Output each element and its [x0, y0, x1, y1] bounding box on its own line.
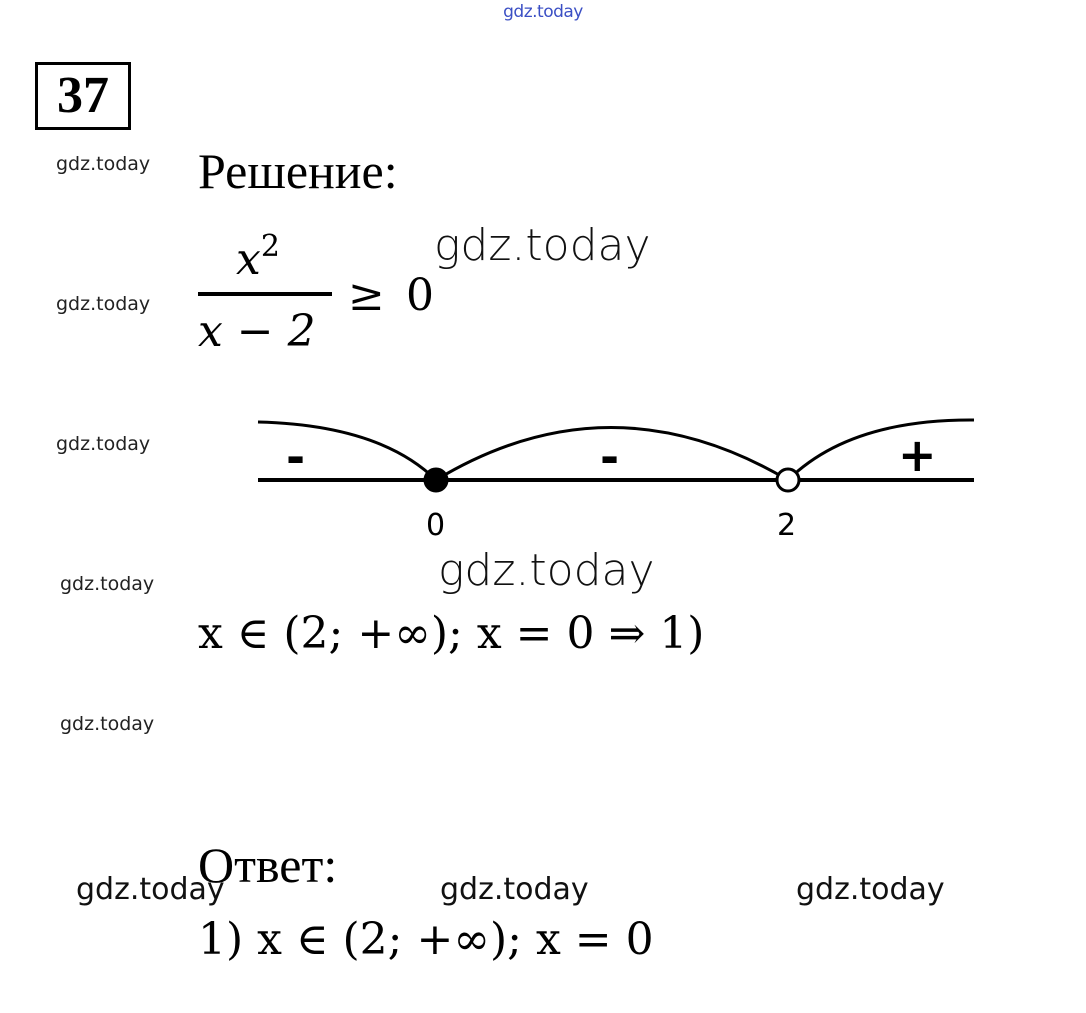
sign-arc	[788, 420, 974, 480]
watermark-bottom: gdz.today	[440, 872, 589, 907]
watermark-center: gdz.today	[434, 220, 651, 271]
interval-sign: +	[898, 428, 937, 482]
watermark-side: gdz.today	[60, 573, 155, 595]
numerator-power: 2	[260, 229, 280, 264]
watermark-bottom: gdz.today	[76, 872, 225, 907]
solution-heading: Решение:	[198, 143, 398, 199]
inequality	[196, 218, 456, 358]
interval-sign: -	[286, 430, 306, 484]
rhs: 0	[406, 270, 434, 321]
answer-line: 1) x ∈ (2; +∞); x = 0	[198, 914, 654, 965]
result-line: x ∈ (2; +∞); x = 0 ⇒ 1)	[198, 608, 705, 659]
denominator: x − 2	[198, 306, 316, 357]
watermark-side: gdz.today	[56, 153, 151, 175]
sign-arc	[258, 422, 436, 480]
watermark-side: gdz.today	[56, 293, 151, 315]
watermark-top: gdz.today	[503, 2, 583, 22]
watermark-bottom: gdz.today	[796, 872, 945, 907]
watermark-side: gdz.today	[56, 433, 151, 455]
tick-label-zero: 0	[426, 508, 446, 543]
interval-sign: -	[600, 430, 620, 484]
fraction-bar	[198, 292, 332, 296]
watermark-center: gdz.today	[438, 545, 655, 596]
tick-label-two: 2	[777, 508, 797, 543]
watermark-side: gdz.today	[60, 713, 155, 735]
problem-number: 37	[35, 62, 131, 130]
point-two-open	[777, 469, 799, 491]
numerator	[236, 229, 280, 285]
answer-heading: Ответ:	[198, 837, 338, 893]
relation-sign: ≥	[348, 270, 385, 321]
point-zero-filled	[425, 469, 447, 491]
numerator-base: x	[236, 234, 261, 285]
